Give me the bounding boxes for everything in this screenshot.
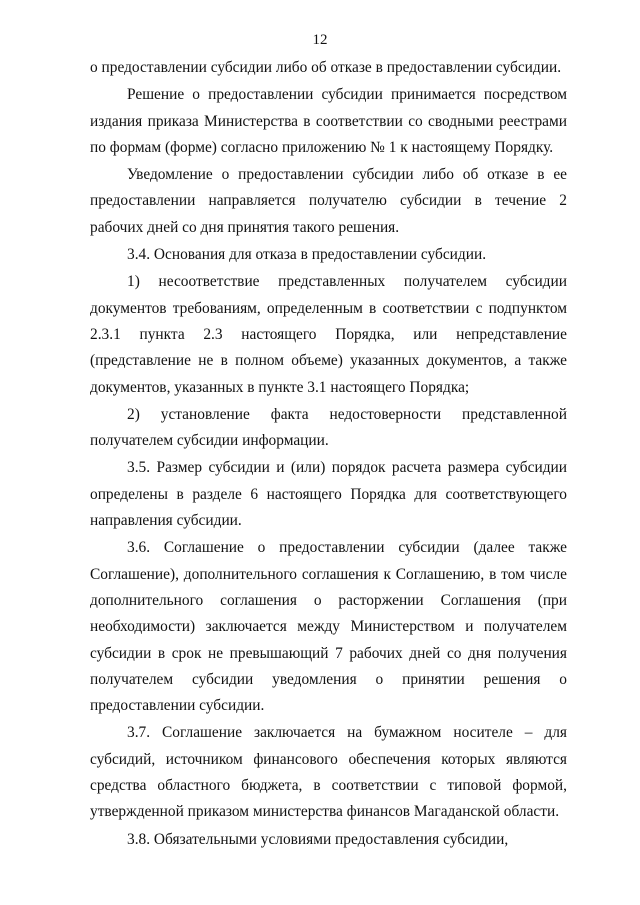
paragraph-3-7: 3.7. Соглашение заключается на бумажном носителе – для субсидий, источником финансового обеспечения которых являются средства областного бюджета, в соответствии с типовой формой, утвержденной приказом министерства финансов Магаданской области. (90, 724, 567, 821)
paragraph-3-8: 3.8. Обязательными условиями предоставления субсидии, (127, 830, 509, 848)
page-number: 12 (312, 32, 328, 48)
paragraph-decision: Решение о предоставлении субсидии принимается посредством издания приказа Министерства в соответствии со сводными реестрами по формам (форме) согласно приложению № 1 к настоящему Порядку. (90, 86, 567, 156)
paragraph-3-5: 3.5. Размер субсидии и (или) порядок расчета размера субсидии определены в разделе 6 настоящего Порядка для соответствующего направления субсидии. (90, 459, 567, 530)
paragraph-continuation: о предоставлении субсидии либо об отказе в предоставлении субсидии. (90, 59, 562, 76)
paragraph-3-4: 3.4. Основания для отказа в предоставлении субсидии. (127, 246, 487, 264)
paragraph-3-6: 3.6. Соглашение о предоставлении субсидии (далее также Соглашение), дополнительного соглашения к Соглашению, в том числе дополнительного соглашения о расторжении Соглашения (при необходимости) заключается между Министерством и получателем субсидии в срок не превышающий 7 рабочих дней со дня получения получателем субсидии уведомления о принятии решения о предоставлении субсидии. (90, 539, 567, 715)
paragraph-3-4-item-1: 1) несоответствие представленных получателем субсидии документов требованиям, определенным в соответствии с подпунктом 2.3.1 пункта 2.3 настоящего Порядка, или непредставление (представление не в полном объеме) указанных документов, а также документов, указанных в пункте 3.1 настоящего Порядка; (90, 273, 567, 396)
paragraph-notification: Уведомление о предоставлении субсидии либо об отказе в ее предоставлении направляется получателю субсидии в течение 2 рабочих дней со дня принятия такого решения. (90, 166, 567, 236)
paragraph-3-4-item-2: 2) установление факта недостоверности представленной получателем субсидии информации. (90, 405, 567, 450)
document-body (90, 55, 567, 853)
